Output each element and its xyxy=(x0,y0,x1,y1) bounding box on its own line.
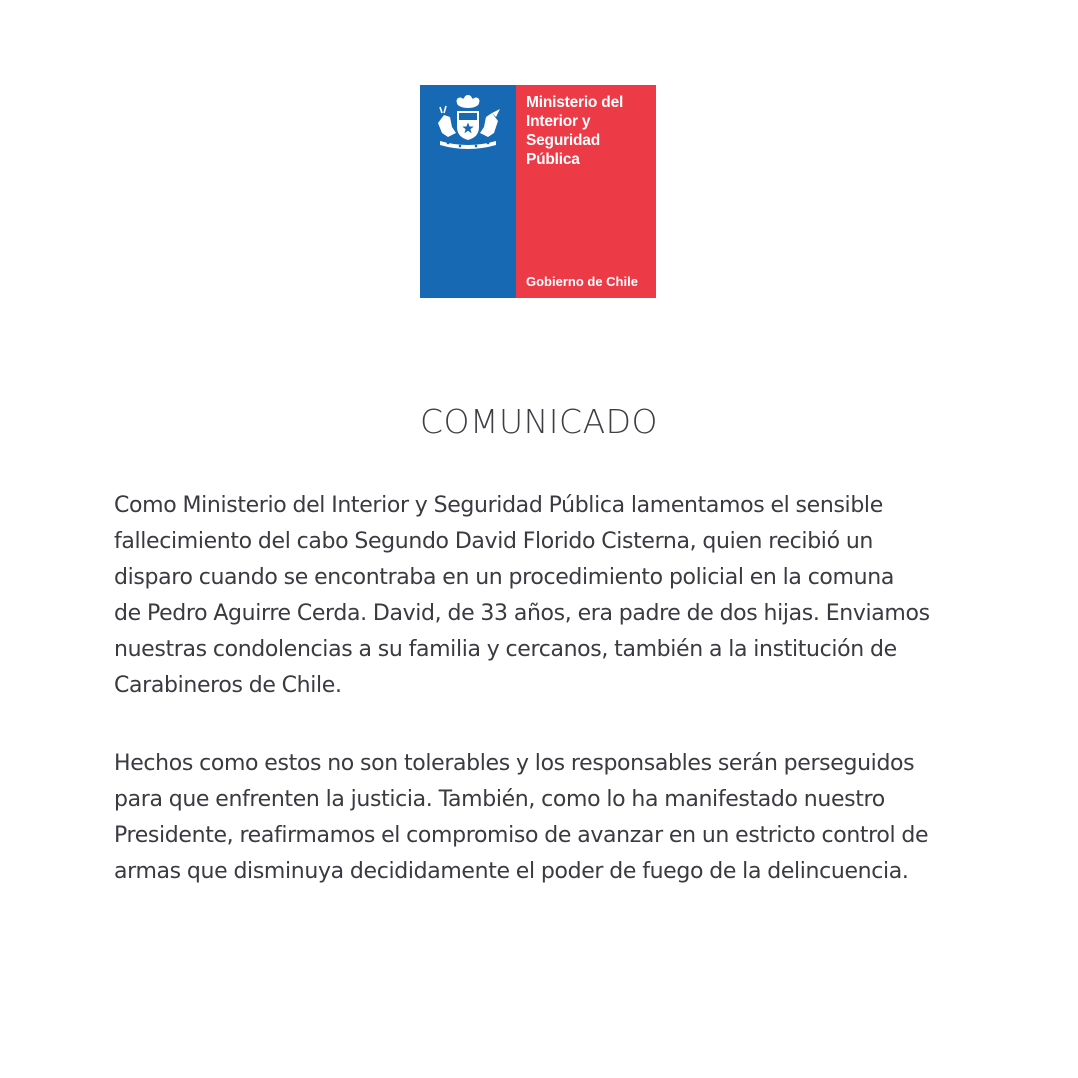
paragraph-condolences xyxy=(114,488,964,704)
text-line: armas que disminuya decididamente el poder de fuego de la delincuencia. xyxy=(114,859,909,884)
text-line: de Pedro Aguirre Cerda. David, de 33 años, era padre de dos hijas. Enviamos xyxy=(114,601,930,626)
ministry-logo xyxy=(420,85,656,298)
chilean-coat-of-arms-icon xyxy=(430,93,506,153)
logo-red-panel xyxy=(516,85,656,298)
paragraph-justice xyxy=(114,746,964,890)
text-line: para que enfrenten la justicia. También, como lo ha manifestado nuestro xyxy=(114,787,885,812)
text-line: Presidente, reafirmamos el compromiso de avanzar en un estricto control de xyxy=(114,823,929,848)
text-line: disparo cuando se encontraba en un procedimiento policial en la comuna xyxy=(114,565,894,590)
logo-blue-panel xyxy=(420,85,516,298)
government-name: Gobierno de Chile xyxy=(526,274,638,289)
ministry-name: Ministerio del Interior y Seguridad Pública xyxy=(526,94,624,168)
document-title: COMUNICADO xyxy=(419,402,659,441)
text-line: nuestras condolencias a su familia y cercanos, también a la institución de xyxy=(114,637,897,662)
text-line: Como Ministerio del Interior y Seguridad Pública lamentamos el sensible xyxy=(114,493,883,518)
text-line: fallecimiento del cabo Segundo David Florido Cisterna, quien recibió un xyxy=(114,529,874,554)
text-line: Carabineros de Chile. xyxy=(114,673,342,698)
text-line: Hechos como estos no son tolerables y los responsables serán perseguidos xyxy=(114,751,915,776)
